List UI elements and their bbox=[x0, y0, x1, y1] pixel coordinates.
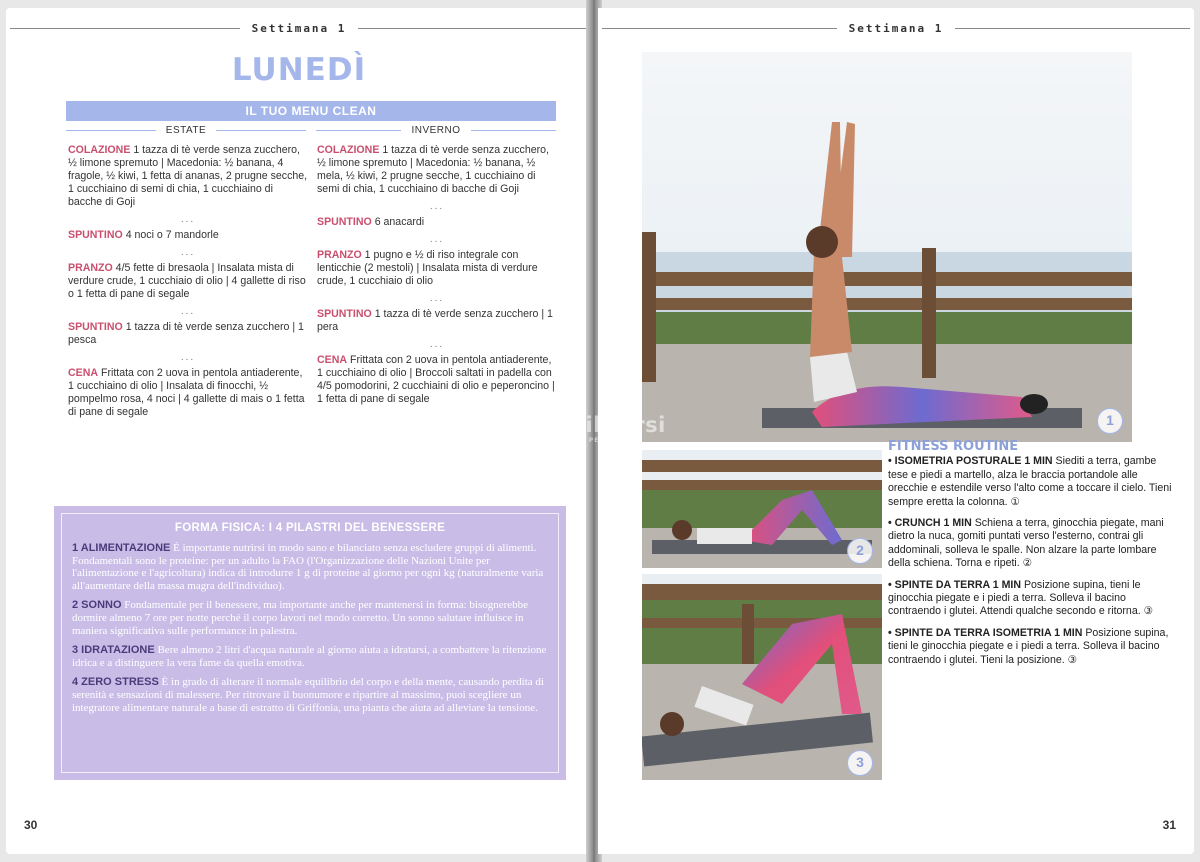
menu-bar: IL TUO MENU CLEAN bbox=[66, 101, 556, 121]
watermark-sub: ALTERNATIVI PER NATURA bbox=[532, 437, 642, 444]
meal-text: 4 noci o 7 mandorle bbox=[122, 229, 219, 241]
separator-dots: ... bbox=[429, 201, 445, 212]
separator-dots: ... bbox=[180, 214, 196, 225]
separator-dots: ... bbox=[429, 234, 445, 245]
pillar-item bbox=[72, 599, 548, 637]
page-number-left: 30 bbox=[24, 818, 38, 832]
col-rule bbox=[66, 130, 156, 131]
exercise-text: Siediti a terra, gambe tese e piedi a martello, alza le braccia portandole alle orecchie e estendile verso l'alto come a toccare il cielo. Tieni sempre eretta la colonna. ① bbox=[888, 455, 1172, 508]
meal-text: 6 anacardi bbox=[371, 216, 425, 228]
menu-item bbox=[68, 262, 308, 301]
pillar-item bbox=[72, 676, 548, 714]
meal-text: Frittata con 2 uova in pentola antiaderente, 1 cucchiaino di olio | Insalata di finocchi, ½ pompelmo rosa, 4 noci | 4 gallette di mais o 1 fetta di pane di segale bbox=[68, 367, 305, 418]
exercise-name: • SPINTE DA TERRA 1 MIN bbox=[888, 578, 1022, 591]
meal-label: SPUNTINO bbox=[68, 321, 123, 333]
page-title: LUNEDÌ bbox=[231, 52, 367, 88]
right-page bbox=[598, 8, 1194, 854]
running-head-left bbox=[6, 18, 592, 38]
menu-column-estate bbox=[68, 144, 308, 421]
meal-text: 1 tazza di tè verde senza zucchero, ½ limone spremuto | Macedonia: ½ banana, 4 fragole, ½ kiwi, 1 fetta di ananas, 2 prugne secche, 1 cucchiaino di semi di chia, 1 cucchiaino di bacche di Goji bbox=[68, 144, 308, 208]
page-number-right: 31 bbox=[1162, 818, 1176, 832]
col-head-estate bbox=[66, 125, 306, 136]
col-rule bbox=[216, 130, 306, 131]
col-label-inverno: INVERNO bbox=[411, 125, 461, 136]
running-head-label: Settimana 1 bbox=[251, 21, 347, 35]
separator-dots: ... bbox=[180, 352, 196, 363]
menu-item bbox=[317, 216, 557, 229]
menu-item bbox=[68, 229, 308, 242]
running-head-label: Settimana 1 bbox=[848, 21, 944, 35]
menu-item bbox=[317, 249, 557, 288]
pillar-text: È importante nutrirsi in modo sano e bilanciato senza escludere gruppi di alimenti. Fondamentali sono le proteine: per un adulto la FAO (l'Organizzazione delle Nazioni Unite per l'alimentazione e l'agricoltura) indica di introdurre 1 g di proteine al giorno per ogni kg (naturalmente varia all'aumentare della massa magra dell'individuo). bbox=[72, 542, 544, 592]
meal-label: SPUNTINO bbox=[317, 308, 372, 320]
col-head-inverno bbox=[316, 125, 556, 136]
exercise-text: Posizione supina, tieni le ginocchia piegate e i piedi a terra. Solleva il bacino contraendo i glutei. Attendi qualche secondo e ritorna. ③ bbox=[888, 578, 1154, 618]
separator-dots: ... bbox=[429, 293, 445, 304]
meal-label: COLAZIONE bbox=[68, 144, 131, 156]
meal-text: 1 pugno e ½ di riso integrale con lenticchie (2 mestoli) | Insalata mista di verdure crude, 1 cucchiaio di olio bbox=[317, 249, 538, 287]
exercise-photo-1 bbox=[642, 52, 1132, 442]
meal-label: PRANZO bbox=[68, 262, 113, 274]
meal-text: 1 tazza di tè verde senza zucchero | 1 pesca bbox=[68, 321, 304, 346]
pillar-text: Fondamentale per il benessere, ma importante anche per mantenersi in forma: bisognerebbe dormire almeno 7 ore per notte perché il corpo lavori nel modo corretto. Un sonno salutare influisce in maniera significativa sulle performance in palestra. bbox=[72, 599, 529, 637]
photo-seated-stretch-illustration bbox=[642, 52, 1132, 442]
photo-bridge-illustration bbox=[642, 574, 882, 780]
meal-label: PRANZO bbox=[317, 249, 362, 261]
menu-item bbox=[317, 354, 557, 406]
exercise-item bbox=[888, 627, 1173, 667]
meal-text: 1 tazza di tè verde senza zucchero, ½ limone spremuto | Macedonia: ½ banana, ½ mela, ½ kiwi, 2 prugne secche, 1 cucchiaino di semi di chia, 1 cucchiaino di bacche di Goji bbox=[317, 144, 549, 195]
menu-item bbox=[317, 308, 557, 334]
pillar-item bbox=[72, 542, 548, 592]
exercise-text: Schiena a terra, ginocchia piegate, mani dietro la nuca, gomiti puntati verso l'esterno, contrai gli addominali, solleva le spalle. Non alzare la parte lombare della schiena. Torna e ripeti. ② bbox=[888, 517, 1164, 570]
exercise-name: • CRUNCH 1 MIN bbox=[888, 517, 972, 530]
running-head-right bbox=[598, 18, 1194, 38]
photo-badge-2: 2 bbox=[847, 538, 873, 564]
exercise-item bbox=[888, 517, 1173, 571]
fitness-routine bbox=[888, 440, 1173, 675]
meal-label: CENA bbox=[68, 367, 99, 379]
fitness-pillars-box bbox=[54, 506, 566, 780]
fitness-box-title: FORMA FISICA: I 4 PILASTRI DEL BENESSERE bbox=[174, 522, 446, 534]
photo-badge-3: 3 bbox=[847, 750, 873, 776]
separator-dots: ... bbox=[429, 339, 445, 350]
meal-text: 1 tazza di tè verde senza zucchero | 1 pera bbox=[317, 308, 553, 333]
menu-item bbox=[68, 144, 308, 209]
routine-title: FITNESS ROUTINE bbox=[888, 439, 1019, 454]
exercise-name: • SPINTE DA TERRA ISOMETRIA 1 MIN bbox=[888, 626, 1083, 639]
meal-text: Frittata con 2 uova in pentola antiaderente, 1 cucchiaino di olio | Broccoli saltati in padella con 4/5 pomodorini, 2 cucchiaini di olio e peperoncino | 1 fetta di pane di segale bbox=[317, 354, 555, 405]
meal-label: CENA bbox=[317, 354, 348, 366]
pillar-heading: 3 IDRATAZIONE bbox=[72, 644, 155, 657]
pillar-text: È in grado di alterare il normale equilibrio del corpo e della mente, causando perdita di serenità e sensazioni di malessere. Per ritrovare il buonumore e ripartire al massimo, puoi scegliere un integratore alimentare naturale a base di estratto di Griffonia, una pianta che aiuta ad alleviare la tensione. bbox=[72, 676, 544, 714]
col-label-estate: ESTATE bbox=[165, 125, 207, 136]
exercise-photo-3 bbox=[642, 574, 882, 780]
separator-dots: ... bbox=[180, 306, 196, 317]
col-rule bbox=[316, 130, 401, 131]
menu-item bbox=[317, 144, 557, 196]
meal-label: COLAZIONE bbox=[317, 144, 380, 156]
menu-item bbox=[68, 367, 308, 419]
menu-item bbox=[68, 321, 308, 347]
fitness-pillars-frame bbox=[61, 513, 559, 773]
pillar-text: Bere almeno 2 litri d'acqua naturale al giorno aiuta a idratarsi, a combattere la ritenzione idrica e a distinguere la vera fame da quella emotiva. bbox=[72, 644, 547, 669]
header-rule bbox=[10, 28, 240, 29]
pillar-item bbox=[72, 644, 548, 669]
menu-column-inverno bbox=[317, 144, 557, 408]
meal-text: 4/5 fette di bresaola | Insalata mista di verdure crude, 1 cucchiaio di olio | 4 gallette di riso o 1 fetta di pane di segale bbox=[68, 262, 306, 300]
exercise-name: • ISOMETRIA POSTURALE 1 MIN bbox=[888, 455, 1053, 468]
meal-label: SPUNTINO bbox=[68, 229, 123, 241]
separator-dots: ... bbox=[180, 247, 196, 258]
exercise-item bbox=[888, 579, 1173, 619]
left-page bbox=[6, 8, 592, 854]
header-rule bbox=[602, 28, 837, 29]
exercise-item bbox=[888, 455, 1173, 509]
exercise-text: Posizione supina, tieni le ginocchia piegate e i piedi a terra. Solleva il bacino contraendo i glutei. Tieni la posizione. ③ bbox=[888, 626, 1169, 666]
meal-label: SPUNTINO bbox=[317, 216, 372, 228]
pillar-heading: 2 SONNO bbox=[72, 599, 122, 612]
exercise-photo-2 bbox=[642, 450, 882, 568]
pillar-heading: 1 ALIMENTAZIONE bbox=[72, 542, 171, 554]
photo-badge-1: 1 bbox=[1097, 408, 1123, 434]
watermark-brand: macrolibrarsi bbox=[502, 413, 666, 437]
header-rule bbox=[358, 28, 588, 29]
pillar-heading: 4 ZERO STRESS bbox=[72, 676, 159, 689]
photo-crunch-illustration bbox=[642, 450, 882, 568]
col-rule bbox=[471, 130, 556, 131]
header-rule bbox=[955, 28, 1190, 29]
